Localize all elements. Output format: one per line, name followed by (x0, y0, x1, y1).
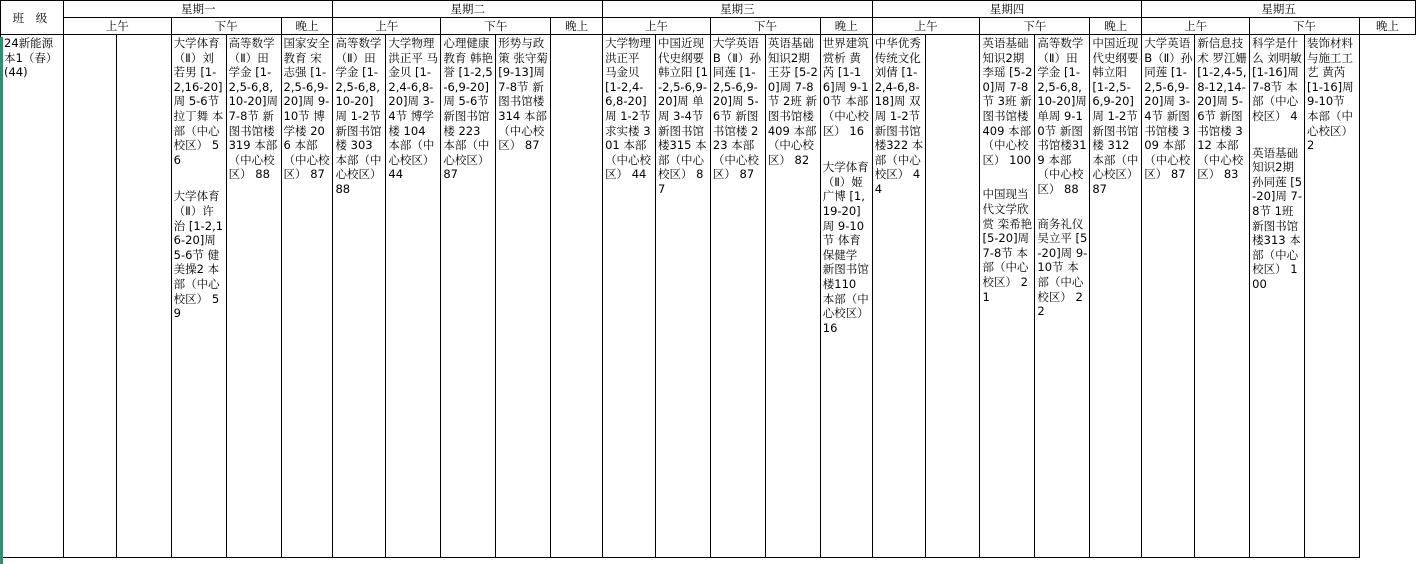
schedule-cell-content (172, 35, 226, 321)
class-column-header: 班 级 (1, 1, 64, 35)
day-header-monday: 星期一 (63, 1, 333, 18)
course-entry: 科学是什么 刘明敏 [1-16]周 7-8节 本部（中心校区） 4 (1252, 36, 1306, 123)
period-header-morning: 上午 (333, 18, 441, 35)
period-header-afternoon: 下午 (441, 18, 551, 35)
schedule-cell-content (926, 35, 980, 36)
day-header-tuesday: 星期二 (333, 1, 603, 18)
period-header-afternoon: 下午 (1250, 18, 1360, 35)
period-header-evening: 晚上 (820, 18, 872, 35)
day-header-friday: 星期五 (1142, 1, 1416, 18)
course-entry: 大学物理 洪正平 马金贝 [1-2,4-6,8-20]周 1-2节 求实楼 301 本部（中心校区） 44 (605, 36, 655, 182)
period-header-evening: 晚上 (1090, 18, 1142, 35)
course-entry: 新信息技术 罗江姗 [1-2,4-5,8-12,14-20]周 5-6节 新图书馆楼 312 本部（中心校区） 83 (1197, 36, 1251, 182)
course-entry: 中国现当代文学欣赏 栾希艳 [5-20]周 7-8节 本部（中心校区） 21 (982, 187, 1036, 304)
class-row (1, 35, 1416, 558)
schedule-cell[interactable] (226, 35, 281, 558)
course-entry: 高等数学（Ⅱ）田学金 [1-2,5-6,8,10-20]周 单周 9-10节 新图书馆楼319 本部（中心校区） 88 (1037, 36, 1091, 196)
schedule-cell-content (1035, 35, 1089, 319)
schedule-cell-content (1305, 35, 1359, 153)
schedule-cell-content (441, 35, 495, 182)
period-header-row (1, 18, 1416, 35)
schedule-cell[interactable] (1142, 35, 1195, 558)
course-entry: 商务礼仪 吴立平 [5-20]周 9-10节 本部（中心校区） 22 (1037, 216, 1088, 319)
schedule-cell[interactable] (1305, 35, 1360, 558)
schedule-cell-content (117, 35, 171, 36)
schedule-cell-content (1142, 35, 1194, 182)
schedule-cell-content (603, 35, 655, 182)
course-entry: 形势与政策 张守菊 [9-13]周 7-8节 新图书馆楼 314 本部（中心校区） 87 (498, 36, 552, 153)
course-entry: 大学英语B（Ⅱ）孙同莲 [1-2,5-6,9-20]周 5-6节 新图书馆楼 223 本部（中心校区） 87 (712, 36, 761, 182)
schedule-cell[interactable] (872, 35, 925, 558)
period-header-evening: 晚上 (281, 18, 333, 35)
schedule-cell[interactable] (1035, 35, 1090, 558)
schedule-cell-content (227, 35, 281, 182)
schedule-cell[interactable] (980, 35, 1035, 558)
period-header-morning: 上午 (63, 18, 171, 35)
course-entry: 国家安全教育 宋志强 [1-2,5-6,9-20]周 9-10节 博学楼 206 本部（中心校区） 87 (283, 36, 330, 182)
course-entry: 大学体育（Ⅱ）姬广博 [1,19-20]周 9-10节 体育保健学 新图书馆楼110 本部（中心校区） 16 (822, 160, 873, 335)
day-header-thursday: 星期四 (872, 1, 1142, 18)
course-entry: 中华优秀传统文化 刘倩 [1-2,4-6,8-18]周 双周 1-2节 新图书馆楼322 本部（中心校区） 44 (874, 36, 925, 196)
schedule-cell[interactable] (820, 35, 872, 558)
class-name-cell[interactable] (1, 35, 64, 558)
course-entry: 中国近现代史纲要 韩立阳 [1-2,5-6,9-20]周 1-2节 新图书馆楼 312 本部（中心校区） 87 (1092, 36, 1142, 196)
row-selection-indicator (0, 37, 3, 564)
period-header-afternoon: 下午 (710, 18, 820, 35)
day-header-wednesday: 星期三 (603, 1, 873, 18)
course-entry: 大学英语B（Ⅱ）孙同莲 [1-2,5-6,9-20]周 3-4节 新图书馆楼 309 本部（中心校区） 87 (1144, 36, 1193, 182)
course-entry: 大学体育（Ⅱ）刘若男 [1-2,16-20]周 5-6节 拉丁舞 本部（中心校区） 56 (173, 36, 224, 167)
schedule-cell-content (766, 35, 820, 167)
course-entry: 装饰材料与施工工艺 黄芮 [1-16]周 9-10节 本部（中心校区） 2 (1307, 36, 1358, 153)
schedule-cell[interactable] (116, 35, 171, 558)
day-header-row (1, 1, 1416, 18)
course-entry: 大学体育（Ⅱ）许治 [1-2,16-20]周 5-6节 健美操2 本部（中心校区） 59 (173, 189, 224, 321)
schedule-cell[interactable] (63, 35, 116, 558)
period-header-morning: 上午 (1142, 18, 1250, 35)
schedule-cell[interactable] (655, 35, 710, 558)
schedule-cell-content (1090, 35, 1141, 197)
schedule-cell[interactable] (171, 35, 226, 558)
course-entry: 英语基础知识2期 李瑶 [5-20]周 7-8节 3班 新图书馆楼409 本部（中心校区） 100 (982, 36, 1033, 167)
schedule-cell[interactable] (1195, 35, 1250, 558)
schedule-cell[interactable] (1090, 35, 1142, 558)
schedule-cell-content (496, 35, 550, 153)
schedule-cell[interactable] (765, 35, 820, 558)
course-entry: 世界建筑赏析 黄芮 [1-16]周 9-10节 本部（中心校区） 16 (822, 36, 869, 138)
schedule-cell[interactable] (603, 35, 656, 558)
schedule-cell[interactable] (386, 35, 441, 558)
schedule-cell-content (386, 35, 440, 182)
schedule-cell[interactable] (496, 35, 551, 558)
schedule-cell-content (282, 35, 333, 182)
schedule-cell-content (333, 35, 385, 197)
period-header-evening: 晚上 (1359, 18, 1415, 35)
schedule-cell-content (1250, 35, 1304, 292)
schedule-cell[interactable] (710, 35, 765, 558)
schedule-cell[interactable] (333, 35, 386, 558)
schedule-cell-content (64, 35, 116, 36)
course-entry: 英语基础知识2期 孙同莲 [5-20]周 7-8节 1班 新图书馆楼313 本部（中心校区） 100 (1252, 145, 1303, 291)
course-entry: 大学物理 洪正平 马金贝 [1-2,4-6,8-20]周 3-4节 博学楼 104 本部（中心校区） 44 (388, 36, 439, 182)
schedule-cell[interactable] (551, 35, 603, 558)
schedule-cell-content (980, 35, 1034, 304)
period-header-afternoon: 下午 (171, 18, 281, 35)
course-entry: 高等数学（Ⅱ）田学金 [1-2,5-6,8,10-20]周 7-8节 新图书馆楼 319 本部（中心校区） 88 (228, 36, 282, 182)
period-header-afternoon: 下午 (980, 18, 1090, 35)
class-name: 24新能源本1（春）(44) (4, 36, 58, 80)
course-entry: 英语基础知识2期 王芬 [5-20]周 7-8节 2班 新图书馆楼409 本部（中心校区） 82 (767, 36, 818, 167)
schedule-cell-content (821, 35, 872, 335)
schedule-cell[interactable] (1250, 35, 1305, 558)
schedule-cell-content (873, 35, 925, 197)
course-entry: 高等数学（Ⅱ）田学金 [1-2,5-6,8,10-20]周 1-2节 新图书馆楼 303 本部（中心校区） 88 (335, 36, 386, 196)
schedule-cell-content (711, 35, 765, 182)
schedule-cell-content (656, 35, 710, 197)
schedule-cell[interactable] (441, 35, 496, 558)
schedule-cell[interactable] (281, 35, 333, 558)
period-header-evening: 晚上 (551, 18, 603, 35)
course-entry: 中国近现代史纲要 韩立阳 [1-2,5-6,9-20]周 单周 3-4节 新图书馆楼315 本部（中心校区） 87 (657, 36, 708, 196)
schedule-cell-content (551, 35, 602, 36)
course-entry: 心理健康教育 韩艳誉 [1-2,5-6,9-20]周 5-6节 新图书馆楼 223 本部（中心校区） 87 (443, 36, 493, 182)
schedule-cell[interactable] (925, 35, 980, 558)
period-header-morning: 上午 (603, 18, 711, 35)
period-header-morning: 上午 (872, 18, 980, 35)
schedule-cell-content (1195, 35, 1249, 182)
